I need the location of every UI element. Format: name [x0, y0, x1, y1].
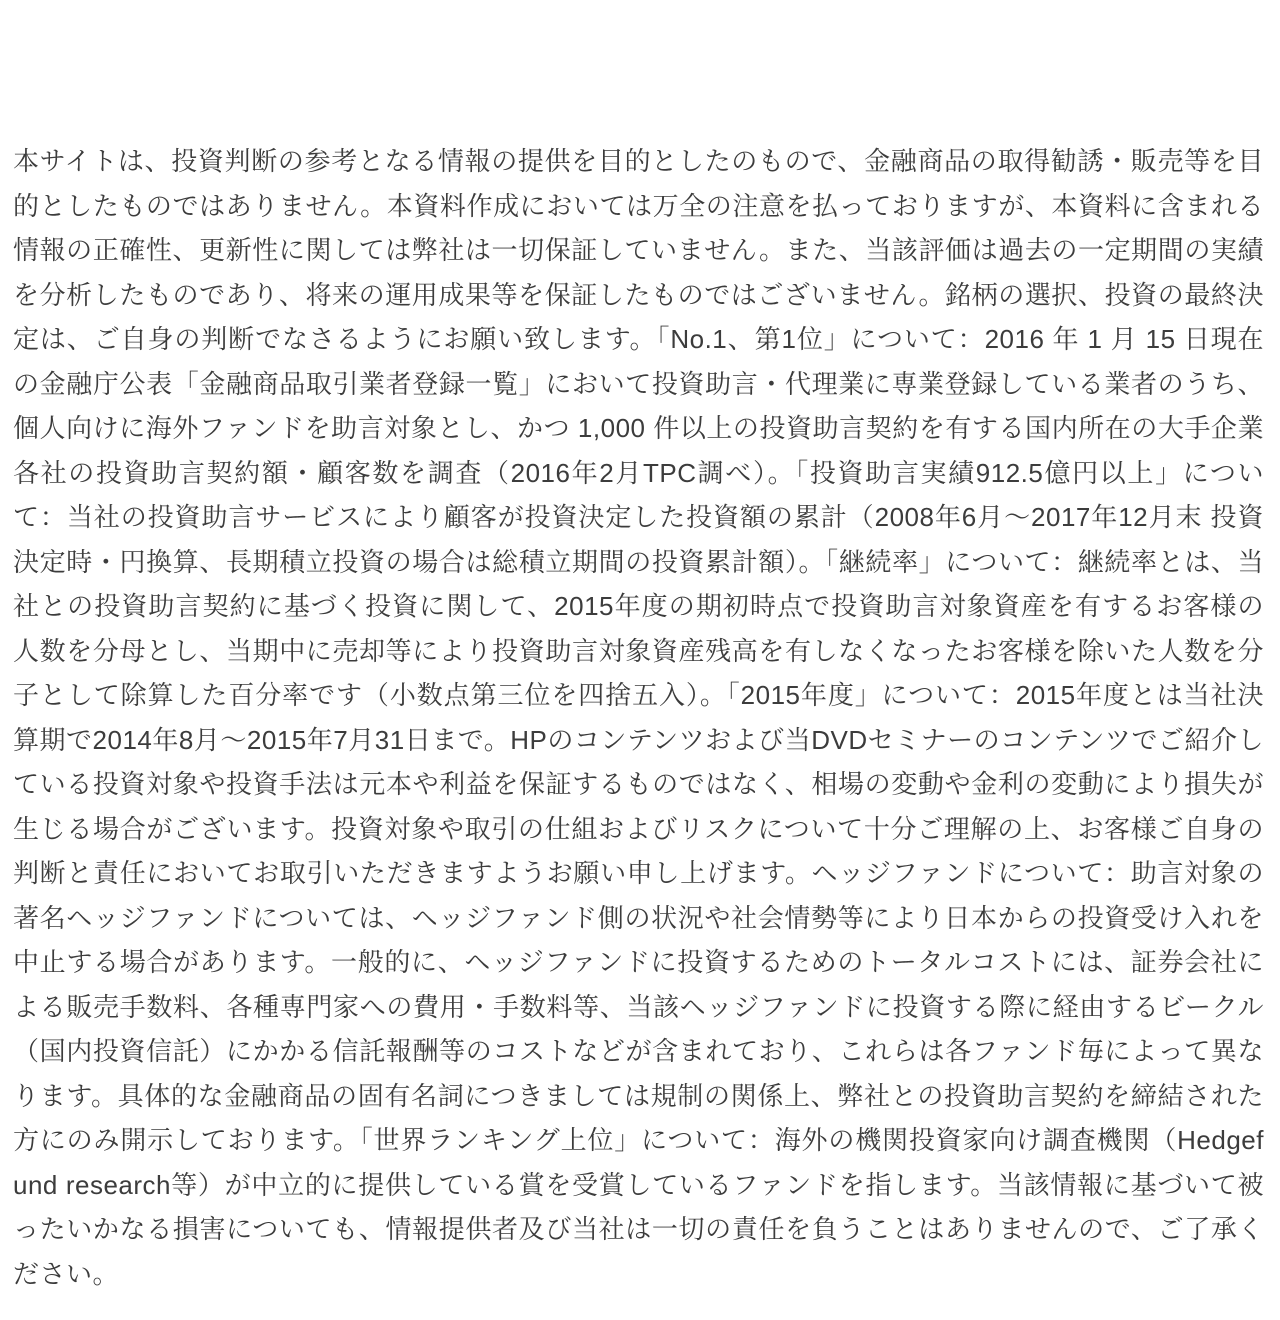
- disclaimer-paragraph: 本サイトは、投資判断の参考となる情報の提供を目的としたのもので、金融商品の取得勧誘・販売等を目的としたものではありません。本資料作成においては万全の注意を払っておりますが、本資料に含まれる情報の正確性、更新性に関しては弊社は一切保証していません。また、当該評価は過去の一定期間の実績を分析したものであり、将来の運用成果等を保証したものではございません。銘柄の選択、投資の最終決定は、ご自身の判断でなさるようにお願い致します。「No.1、第1位」について：2016 年 1 月 15 日現在の金融庁公表「金融商品取引業者登録一覧」において投資助言・代理業に専業登録している業者のうち、個人向けに海外ファンドを助言対象とし、かつ 1,000 件以上の投資助言契約を有する国内所在の大手企業各社の投資助言契約額・顧客数を調査（2016年2月TPC調べ）。「投資助言実績912.5億円以上」について：当社の投資助言サービスにより顧客が投資決定した投資額の累計（2008年6月～2017年12月末 投資決定時・円換算、長期積立投資の場合は総積立期間の投資累計額）。「継続率」について：継続率とは、当社との投資助言契約に基づく投資に関して、2015年度の期初時点で投資助言対象資産を有するお客様の人数を分母とし、当期中に売却等により投資助言対象資産残高を有しなくなったお客様を除いた人数を分子として除算した百分率です（小数点第三位を四捨五入）。「2015年度」について：2015年度とは当社決算期で2014年8月～2015年7月31日まで。HPのコンテンツおよび当DVDセミナーのコンテンツでご紹介している投資対象や投資手法は元本や利益を保証するものではなく、相場の変動や金利の変動により損失が生じる場合がございます。投資対象や取引の仕組およびリスクについて十分ご理解の上、お客様ご自身の判断と責任においてお取引いただきますようお願い申し上げます。ヘッジファンドについて：助言対象の著名ヘッジファンドについては、ヘッジファンド側の状況や社会情勢等により日本からの投資受け入れを中止する場合があります。一般的に、ヘッジファンドに投資するためのトータルコストには、証券会社による販売手数料、各種専門家への費用・手数料等、当該ヘッジファンドに投資する際に経由するビークル（国内投資信託）にかかる信託報酬等のコストなどが含まれており、これらは各ファンド毎によって異なります。具体的な金融商品の固有名詞につきましては規制の関係上、弊社との投資助言契約を締結された方にのみ開示しております。「世界ランキング上位」について：海外の機関投資家向け調査機関（Hedgefund research等）が中立的に提供している賞を受賞しているファンドを指します。当該情報に基づいて被ったいかなる損害についても、情報提供者及び当社は一切の責任を負うことはありませんので、ご了承ください。: [13, 146, 1264, 1289]
